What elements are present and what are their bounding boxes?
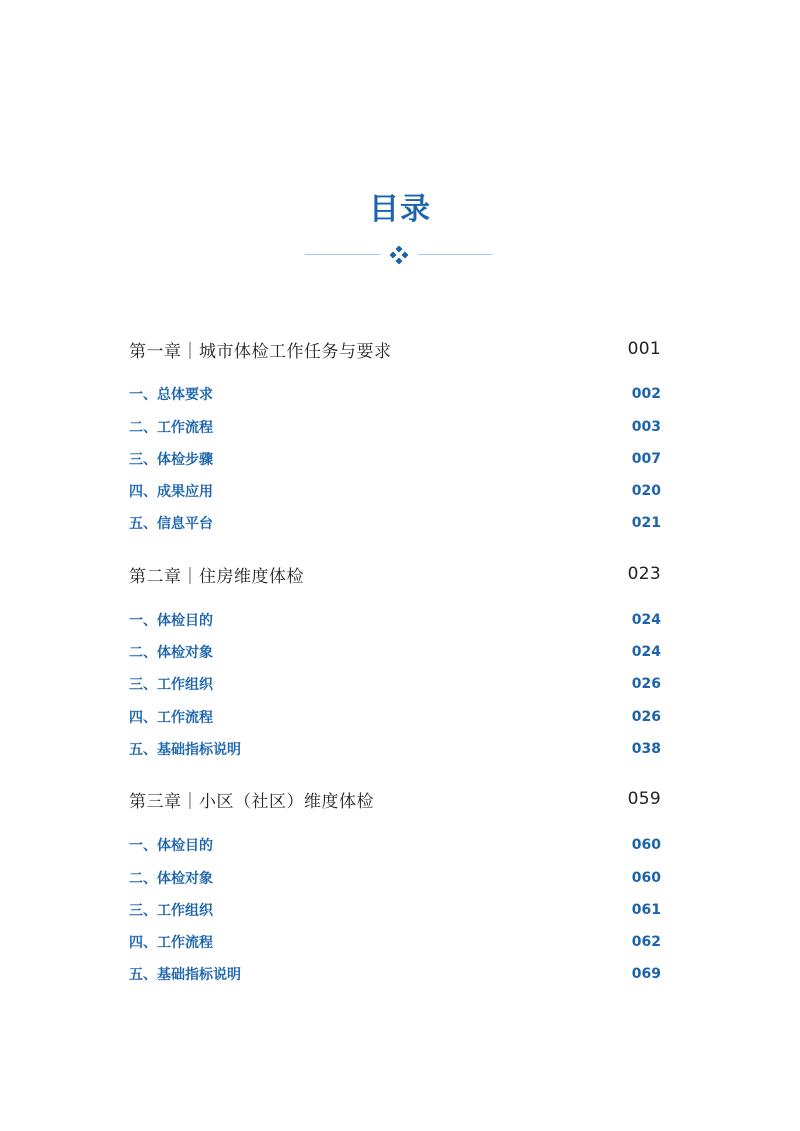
section-page-number: 021 (631, 515, 661, 531)
section-title: 二、工作流程 (129, 420, 213, 436)
section-title: 四、工作流程 (129, 935, 213, 951)
section-entry[interactable] (129, 931, 661, 953)
chapter-page-number: 001 (627, 339, 661, 359)
chapter-2-entry[interactable] (129, 561, 661, 587)
section-title: 三、工作组织 (129, 677, 213, 693)
section-page-number: 026 (631, 676, 661, 692)
section-entry[interactable] (129, 963, 661, 985)
section-title: 四、工作流程 (129, 710, 213, 726)
section-page-number: 002 (631, 386, 661, 402)
chapter-title: 第二章｜住房维度体检 (129, 566, 304, 587)
chapter-title: 第一章｜城市体检工作任务与要求 (129, 341, 392, 362)
chapter-1-entry[interactable] (129, 336, 661, 362)
section-page-number: 026 (631, 709, 661, 725)
chapter-page-number: 059 (627, 789, 661, 809)
section-title: 一、总体要求 (129, 387, 213, 403)
diamond-ornament-icon (390, 246, 408, 264)
section-page-number: 024 (631, 644, 661, 660)
chapter-title: 第三章｜小区（社区）维度体检 (129, 791, 374, 812)
section-page-number: 003 (631, 419, 661, 435)
section-page-number: 038 (631, 741, 661, 757)
section-entry[interactable] (129, 480, 661, 502)
section-title: 三、体检步骤 (129, 452, 213, 468)
section-title: 二、体检对象 (129, 645, 213, 661)
section-title: 二、体检对象 (129, 871, 213, 887)
section-page-number: 020 (631, 483, 661, 499)
section-entry[interactable] (129, 706, 661, 728)
chapter-page-number: 023 (627, 564, 661, 584)
section-page-number: 060 (631, 837, 661, 853)
section-entry[interactable] (129, 867, 661, 889)
section-title: 五、基础指标说明 (129, 967, 241, 983)
section-page-number: 060 (631, 870, 661, 886)
section-title: 一、体检目的 (129, 838, 213, 854)
section-page-number: 069 (631, 966, 661, 982)
title-divider (0, 246, 800, 264)
section-title: 一、体检目的 (129, 613, 213, 629)
section-title: 五、基础指标说明 (129, 742, 241, 758)
section-entry[interactable] (129, 738, 661, 760)
section-entry[interactable] (129, 512, 661, 534)
section-page-number: 062 (631, 934, 661, 950)
divider-line-right (418, 254, 492, 255)
section-page-number: 007 (631, 451, 661, 467)
chapter-3-entry[interactable] (129, 786, 661, 812)
section-entry[interactable] (129, 416, 661, 438)
section-entry[interactable] (129, 609, 661, 631)
section-entry[interactable] (129, 448, 661, 470)
page-title: 目录 (369, 192, 431, 227)
section-page-number: 061 (631, 902, 661, 918)
section-entry[interactable] (129, 673, 661, 695)
section-title: 三、工作组织 (129, 903, 213, 919)
section-entry[interactable] (129, 899, 661, 921)
section-title: 五、信息平台 (129, 516, 213, 532)
section-entry[interactable] (129, 383, 661, 405)
divider-line-left (305, 254, 380, 255)
section-page-number: 024 (631, 612, 661, 628)
section-entry[interactable] (129, 641, 661, 663)
section-title: 四、成果应用 (129, 484, 213, 500)
section-entry[interactable] (129, 834, 661, 856)
